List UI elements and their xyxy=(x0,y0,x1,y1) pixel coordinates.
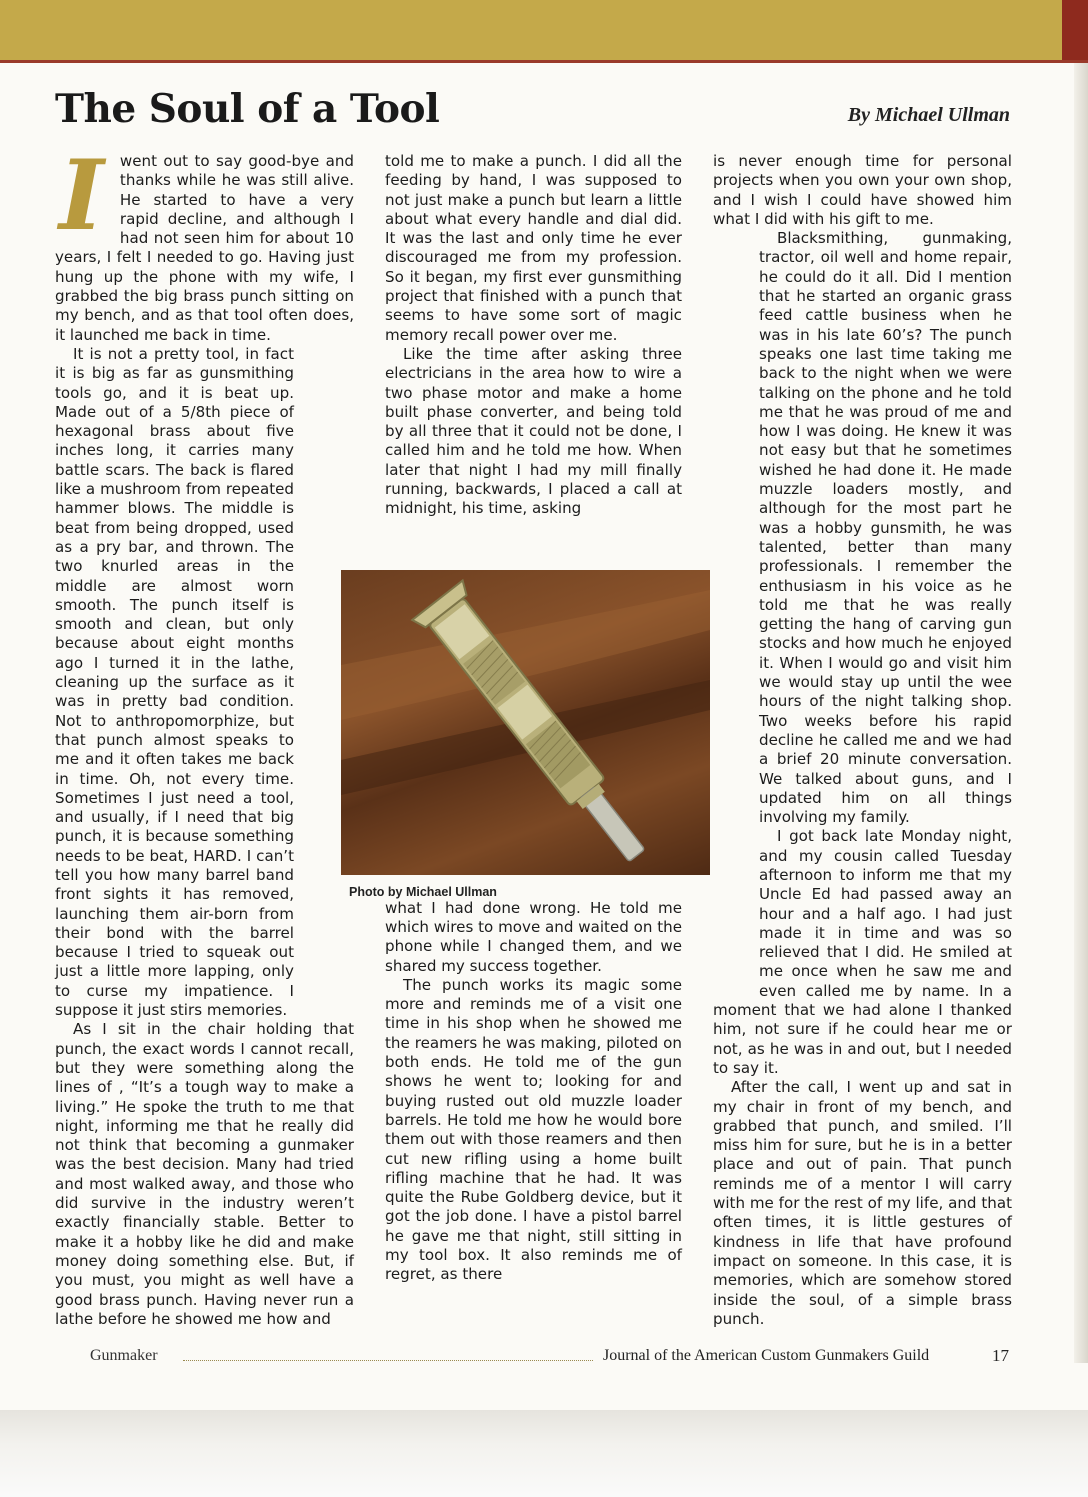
paragraph: is never enough time for personal projects when you own your own shop, and I wish I could have showed him what I did with his gift to me. xyxy=(713,152,1012,228)
brass-punch-photo xyxy=(341,570,710,875)
footer-dotted-rule xyxy=(183,1360,593,1361)
paragraph: Like the time after asking three electricians in the area how to wire a two phase motor and make a home built phase converter, and being told by all three that it could not be done, I called him and he told me how. When later that night I had my mill finally running, backwards, I placed a call at midnight, his time, asking xyxy=(385,344,682,518)
paragraph: The punch works its magic some more and reminds me of a visit one time in his shop when he showed me the reamers he was making, piloted on both ends. He told me of the gun shows he went to; looking for and buying rusted out old muzzle loader barrels. He told me how he would bore them out with those reamers and then cut new rifling using a home built rifling machine that he had. It was quite the Rube Goldberg device, but it got the job done. I have a pistol barrel he gave me that night, still sitting in my tool box. It also reminds me of regret, as there xyxy=(385,975,682,1284)
drop-cap: I xyxy=(59,139,104,252)
article-column-3 xyxy=(713,152,1012,1329)
header-band-edge xyxy=(1062,0,1088,60)
paragraph: Blacksmithing, gunmaking, tractor, oil well and home repair, he could do it all. Did I mention that he started an organic grass feed cattle business when he was in his late 60’s? The punch speaks one last time taking me back to the night when we were talking on the phone and he told me that he was proud of me and how I was doing. He knew it was not easy but that he sometimes wished he had done it. He made muzzle loaders mostly, and although for the most part he was a hobby gunsmith, he was talented, better than many professionals. I remember the enthusiasm in his voice as he told me that he was really getting the hang of carving gun stocks and how much he enjoyed it. When I would go and visit him we would stay up until the wee hours of the night talking shop. Two weeks before his rapid decline he called me and we had a brief 20 minute conversation. We talked about guns, and I updated him on all things involving my family. xyxy=(759,229,1012,827)
paragraph: told me to make a punch. I did all the feeding by hand, I was supposed to not just make a punch but learn a little about what every handle and dial did. It was the last and only time he ever discouraged me from my profession. So it began, my first ever gunsmithing project that finished with a punch that seems to have some sort of magic memory recall power over me. xyxy=(385,152,682,344)
brass-punch-illustration xyxy=(341,570,710,875)
paragraph: It is not a pretty tool, in fact it is big as far as gunsmithing tools go, and it is beat up. Made out of a 5/8th piece of hexagonal brass about five inches long, it carries many battle scars. The back is flared like a mushroom from repeated hammer blows. The middle is beat from being dropped, used as a pry bar, and thrown. The two knurled areas in the middle are almost worn smooth. The punch itself is smooth and clean, but only because about eight months ago I turned it in the lathe, cleaning up the surface as it was in pretty bad condition. Not to anthropomorphize, but that punch almost speaks to me and it often takes me back in time. Oh, not every time. Sometimes I just need a tool, and usually, if I need that big punch, it is because something needs to be beat, HARD. I can’t tell you how many barrel band front sights it has removed, launching them air-born from their bond with the barrel because I tried to squeak out just a little more lapping, only to curse my impatience. I suppose it just stirs memories. xyxy=(55,344,294,1020)
article-byline: By Michael Ullman xyxy=(847,104,1010,126)
article-column-1 xyxy=(55,139,354,1329)
page-number: 17 xyxy=(992,1346,1009,1365)
page-bottom-margin xyxy=(0,1410,1088,1497)
article-title: The Soul of a Tool xyxy=(55,86,440,132)
footer-journal-name: Journal of the American Custom Gunmakers Guild xyxy=(603,1347,930,1364)
photo-wrap-spacer xyxy=(713,619,759,994)
paragraph: what I had done wrong. He told me which wires to move and waited on the phone while I changed them, and we shared my success together. xyxy=(385,898,682,975)
paragraph: As I sit in the chair holding that punch, the exact words I cannot recall, but they were something along the lines of , “It’s a tough way to make a living.” He spoke the truth to me that night, informing me that he really did not think that becoming a gunmaker was the best decision. Many had tried and most walked away, and those who did survive in the industry weren’t exactly financially stable. Better to make it a hobby like he did and make money doing something else. But, if you must, you might as well have a good brass punch. Having never run a lathe before he showed me how and xyxy=(55,1020,354,1328)
paragraph: After the call, I went up and sat in my chair in front of my bench, and grabbed that punch, and smiled. I’ll miss him for sure, but he is in a better place and out of pain. That punch reminds me of a mentor I will carry with me for the rest of my life, and that often times, it is little gestures of kindness in life that have profound impact on someone. In this case, it is memories, which are somehow stored inside the soul, of a simple brass punch. xyxy=(713,1078,1012,1328)
header-band xyxy=(0,0,1088,63)
paragraph: I got back late Monday night, and my cousin called Tuesday afternoon to inform me that my Uncle Ed had passed away an hour and a half ago. I had just made it in time and was so relieved that I did. He smiled at me once when he saw me and even called me by name. In a moment that we had alone I thanked him, not sure if he could hear me or not, as he was in and out, but I needed to say it. xyxy=(713,827,1012,1077)
footer-publication: Gunmaker xyxy=(90,1347,158,1364)
photo-caption: Photo by Michael Ullman xyxy=(349,885,497,899)
paragraph: went out to say good-bye and thanks while he was still alive. He started to have a very rapid decline, and although I had not seen him for about 10 years, I felt I needed to go. Having just hung up the phone with my wife, I grabbed the big brass punch sitting on my bench, and as that tool often does, it launched me back in time. xyxy=(55,152,354,344)
page-binding-edge xyxy=(1074,63,1088,1363)
